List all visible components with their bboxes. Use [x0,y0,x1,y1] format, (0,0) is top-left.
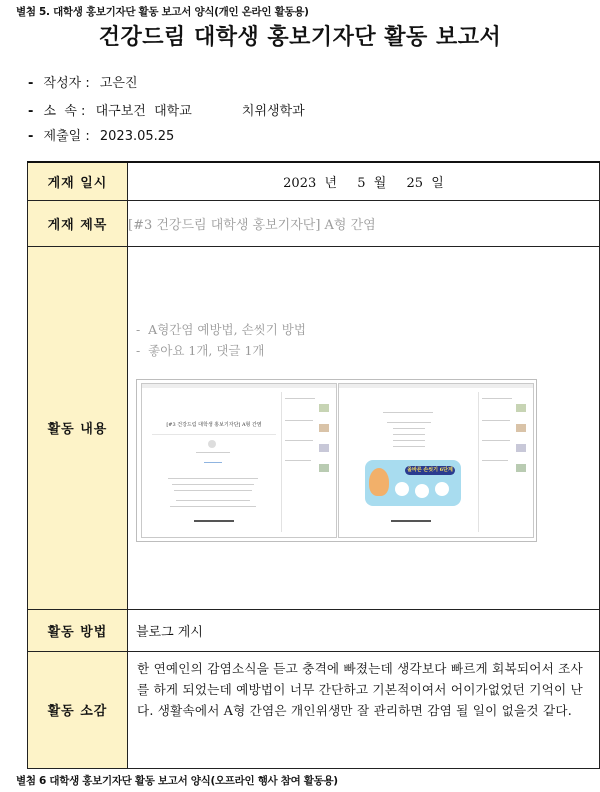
activity-label: 활동 내용 [28,246,128,609]
review-text: 한 연예인의 감염소식을 듣고 충격에 빠졌는데 생각보다 빠르게 회복되어서 조사를 하게 되었는데 예방법이 너무 간단하고 기본적이여서 어이가없었던 기억이 난다. 생활속에서 A형 간염은 개인위생만 잘 관리하면 감염 될 일이 없을것 같다. [137,660,583,718]
row-post-title [28,200,600,246]
review-label: 활동 소감 [28,651,128,768]
post-title-mini: [#3 건강드림 대학생 홍보기자단] A형 간염 [152,418,276,435]
author-label: 작성자 : [43,76,90,91]
meta-author [28,72,138,91]
post-title-label: 게재 제목 [28,200,128,246]
post-date-year: 2023 년 [283,175,338,191]
status-bar [339,384,533,388]
report-table [27,161,600,769]
review-content [128,651,600,768]
school-value: 대구보건 대학교 [95,104,192,119]
row-post-date [28,162,600,200]
handwash-banner [365,460,461,506]
submit-date: 2023.05.25 [99,129,175,144]
banner-title: 올바른 손씻기 6단계 [405,466,455,475]
activity-content [128,246,600,609]
method-value: 블로그 게시 [128,609,600,651]
meta-dash: - [28,76,34,91]
post-date-label: 게재 일시 [28,162,128,200]
post-date-month: 5 월 [357,175,387,191]
meta-submit [28,125,174,144]
blog-screenshot-left [141,383,337,538]
meta-dash: - [28,129,34,144]
affiliation-label: 소 속 : [43,104,86,119]
scroll-indicator [391,520,431,522]
activity-bullet: - A형간염 예방법, 손씻기 방법 [136,321,306,337]
row-review [28,651,600,768]
appendix-note-top: 별첨 5. 대학생 홍보기자단 활동 보고서 양식(개인 온라인 활동용) [16,6,309,18]
author-value: 고은진 [99,76,138,91]
blog-screenshot-right [338,383,534,538]
meta-affiliation [28,100,305,119]
method-label: 활동 방법 [28,609,128,651]
post-pane [146,392,282,532]
post-title-value: [#3 건강드림 대학생 홍보기자단] A형 간염 [128,200,600,246]
submit-label: 제출일 : [43,129,90,144]
activity-bullet: - 좋아요 1개, 댓글 1개 [136,342,265,358]
avatar [208,440,216,448]
activity-bullets [136,319,306,361]
status-bar [142,384,336,388]
row-activity [28,246,600,609]
document-title: 건강드림 대학생 홍보기자단 활동 보고서 [98,25,502,50]
character-illustration [369,468,389,496]
scroll-indicator [194,520,234,522]
meta-dash: - [28,104,34,119]
appendix-note-bottom: 별첨 6 대학생 홍보기자단 활동 보고서 양식(오프라인 행사 참여 활동용) [16,775,338,787]
post-date-day: 25 일 [406,175,444,191]
post-pane [343,392,479,532]
blog-screenshots [136,379,537,542]
row-method [28,609,600,651]
department-value: 치위생학과 [241,104,305,119]
post-date-value [128,162,600,200]
